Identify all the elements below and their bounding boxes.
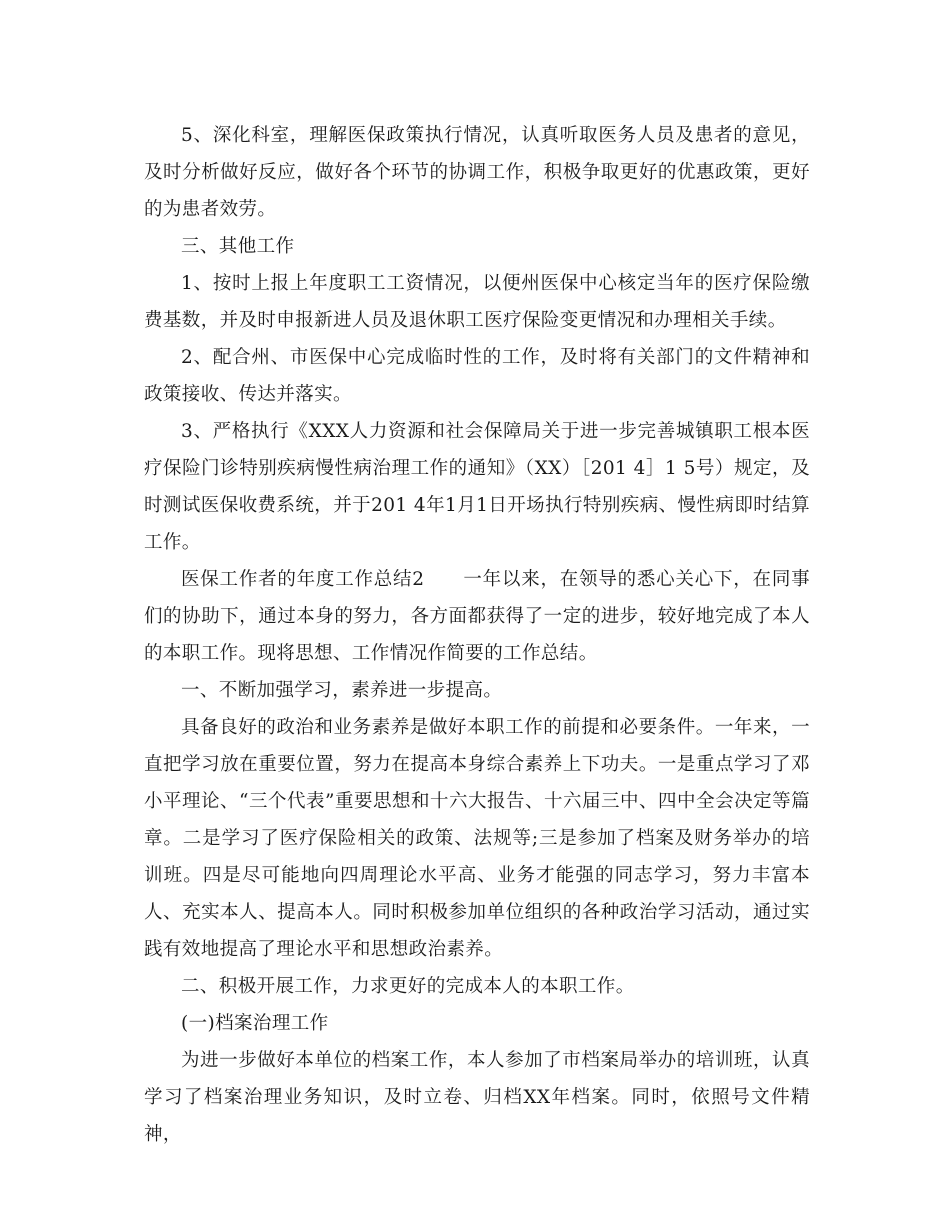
paragraph-study-detail: 具备良好的政治和业务素养是做好本职工作的前提和必要条件。一年来，一直把学习放在重要位置，努力在提高本身综合素养上下功夫。一是重点学习了邓小平理论、“三个代表”重要思想和十六大报告、十六届三中、四中全会决定等篇章。二是学习了医疗保险相关的政策、法规等;三是参加了档案及财务举办的培训班。四是尽可能地向四周理论水平高、业务才能强的同志学习，努力丰富本人、充实本人、提高本人。同时积极参加单位组织的各种政治学习活动，通过实践有效地提高了理论水平和思想政治素养。 [144, 717, 810, 960]
paragraph-item-1: 1、按时上报上年度职工工资情况，以便州医保中心核定当年的医疗保险缴费基数，并及时申报新进人员及退休职工医疗保险变更情况和办理相关手续。 [144, 273, 810, 331]
paragraph-item-3: 3、严格执行《XXX人力资源和社会保障局关于进一步完善城镇职工根本医疗保险门诊特别疾病慢性病治理工作的通知》（XX）［201 4］1 5号）规定，及时测试医保收费系统，并于201 4年1月1日开场执行特别疾病、慢性病即时结算工作。 [144, 421, 810, 553]
subsection-heading-archives: (一)档案治理工作 [181, 1013, 329, 1034]
paragraph-item-5: 5、深化科室，理解医保政策执行情况，认真听取医务人员及患者的意见，及时分析做好反应，做好各个环节的协调工作，积极争取更好的优惠政策，更好的为患者效劳。 [144, 125, 810, 220]
section-heading-study: 一、不断加强学习，素养进一步提高。 [181, 680, 503, 701]
document-body [144, 117, 810, 1153]
section-heading-other-work: 三、其他工作 [181, 236, 295, 257]
paragraph-item-2: 2、配合州、市医保中心完成临时性的工作，及时将有关部门的文件精神和政策接收、传达并落实。 [144, 347, 810, 405]
paragraph-archives-detail: 为进一步做好本单位的档案工作，本人参加了市档案局举办的培训班，认真学习了档案治理业务知识，及时立卷、归档XX年档案。同时，依照号文件精神， [144, 1050, 810, 1145]
section-heading-work: 二、积极开展工作，力求更好的完成本人的本职工作。 [181, 976, 635, 997]
paragraph-summary-2-intro: 医保工作者的年度工作总结2 一年以来，在领导的悉心关心下，在同事们的协助下，通过本身的努力，各方面都获得了一定的进步，较好地完成了本人的本职工作。现将思想、工作情况作简要的工作总结。 [144, 569, 810, 664]
